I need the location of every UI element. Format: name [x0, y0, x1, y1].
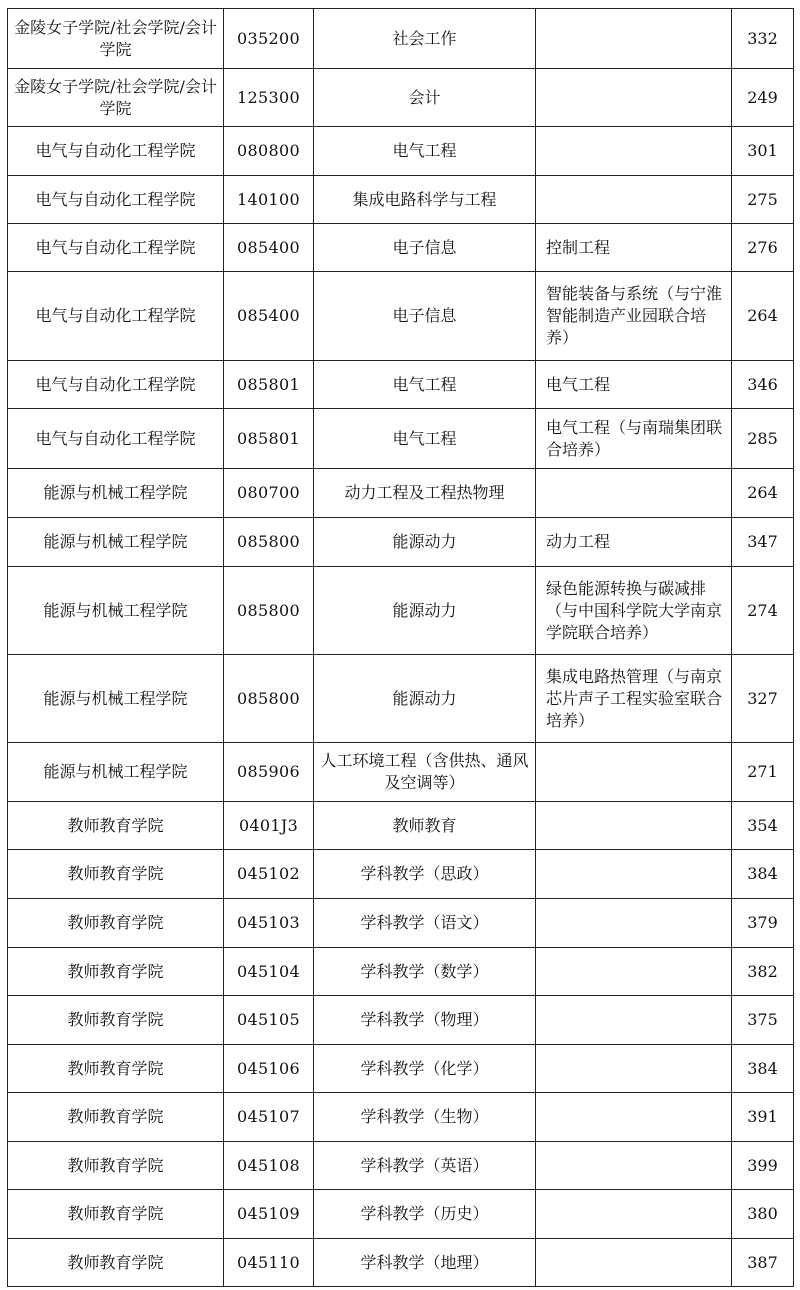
major-cell: 能源动力	[314, 567, 536, 655]
table-row	[8, 1045, 794, 1093]
code-cell: 085400	[224, 272, 314, 361]
table-row	[8, 127, 794, 176]
table-row	[8, 224, 794, 272]
table-row	[8, 567, 794, 655]
direction-cell	[536, 1239, 732, 1287]
college-cell: 教师教育学院	[8, 948, 224, 996]
college-cell: 电气与自动化工程学院	[8, 272, 224, 361]
code-cell: 045103	[224, 899, 314, 948]
college-cell: 教师教育学院	[8, 1142, 224, 1190]
college-cell: 电气与自动化工程学院	[8, 224, 224, 272]
major-cell: 学科教学（思政）	[314, 850, 536, 899]
direction-cell	[536, 69, 732, 127]
direction-cell: 电气工程（与南瑞集团联合培养）	[536, 409, 732, 469]
direction-cell: 绿色能源转换与碳减排（与中国科学院大学南京学院联合培养）	[536, 567, 732, 655]
major-cell: 学科教学（化学）	[314, 1045, 536, 1093]
table-row	[8, 272, 794, 361]
major-cell: 学科教学（地理）	[314, 1239, 536, 1287]
direction-cell	[536, 9, 732, 69]
code-cell: 080700	[224, 469, 314, 518]
college-cell: 电气与自动化工程学院	[8, 127, 224, 176]
college-cell: 电气与自动化工程学院	[8, 409, 224, 469]
college-cell: 电气与自动化工程学院	[8, 361, 224, 409]
major-cell: 能源动力	[314, 655, 536, 743]
table-row	[8, 996, 794, 1045]
direction-cell	[536, 1142, 732, 1190]
score-cell: 380	[732, 1190, 794, 1239]
direction-cell: 电气工程	[536, 361, 732, 409]
major-cell: 学科教学（数学）	[314, 948, 536, 996]
table-row	[8, 1190, 794, 1239]
direction-cell	[536, 743, 732, 802]
score-cell: 399	[732, 1142, 794, 1190]
score-cell: 285	[732, 409, 794, 469]
major-cell: 教师教育	[314, 802, 536, 850]
college-cell: 教师教育学院	[8, 802, 224, 850]
direction-cell: 智能装备与系统（与宁淮智能制造产业园联合培养）	[536, 272, 732, 361]
score-cell: 375	[732, 996, 794, 1045]
college-cell: 能源与机械工程学院	[8, 655, 224, 743]
score-cell: 347	[732, 518, 794, 567]
college-cell: 教师教育学院	[8, 1190, 224, 1239]
direction-cell	[536, 1093, 732, 1142]
direction-cell	[536, 899, 732, 948]
table-row	[8, 899, 794, 948]
college-cell: 教师教育学院	[8, 996, 224, 1045]
major-cell: 电气工程	[314, 127, 536, 176]
score-cell: 264	[732, 469, 794, 518]
direction-cell: 集成电路热管理（与南京芯片声子工程实验室联合培养）	[536, 655, 732, 743]
score-cell: 384	[732, 850, 794, 899]
score-table-wrapper	[7, 8, 794, 1287]
direction-cell	[536, 948, 732, 996]
table-row	[8, 409, 794, 469]
major-cell: 学科教学（生物）	[314, 1093, 536, 1142]
code-cell: 125300	[224, 69, 314, 127]
table-row	[8, 850, 794, 899]
college-cell: 能源与机械工程学院	[8, 567, 224, 655]
table-row	[8, 1142, 794, 1190]
score-cell: 384	[732, 1045, 794, 1093]
college-cell: 能源与机械工程学院	[8, 743, 224, 802]
score-cell: 379	[732, 899, 794, 948]
score-cell: 332	[732, 9, 794, 69]
score-cell: 274	[732, 567, 794, 655]
college-cell: 金陵女子学院/社会学院/会计学院	[8, 9, 224, 69]
table-row	[8, 518, 794, 567]
table-row	[8, 802, 794, 850]
score-cell: 382	[732, 948, 794, 996]
major-cell: 电子信息	[314, 272, 536, 361]
college-cell: 教师教育学院	[8, 899, 224, 948]
college-cell: 能源与机械工程学院	[8, 469, 224, 518]
table-row	[8, 361, 794, 409]
direction-cell	[536, 469, 732, 518]
direction-cell	[536, 996, 732, 1045]
direction-cell	[536, 850, 732, 899]
score-cell: 301	[732, 127, 794, 176]
code-cell: 085800	[224, 655, 314, 743]
code-cell: 085801	[224, 361, 314, 409]
major-cell: 学科教学（语文）	[314, 899, 536, 948]
code-cell: 045110	[224, 1239, 314, 1287]
code-cell: 045109	[224, 1190, 314, 1239]
score-cell: 271	[732, 743, 794, 802]
score-cell: 354	[732, 802, 794, 850]
college-cell: 金陵女子学院/社会学院/会计学院	[8, 69, 224, 127]
major-cell: 电气工程	[314, 361, 536, 409]
score-cell: 391	[732, 1093, 794, 1142]
table-row	[8, 655, 794, 743]
college-cell: 电气与自动化工程学院	[8, 176, 224, 224]
major-cell: 集成电路科学与工程	[314, 176, 536, 224]
code-cell: 085906	[224, 743, 314, 802]
major-cell: 能源动力	[314, 518, 536, 567]
college-cell: 教师教育学院	[8, 1045, 224, 1093]
table-row	[8, 9, 794, 69]
direction-cell	[536, 802, 732, 850]
table-row	[8, 1093, 794, 1142]
major-cell: 电气工程	[314, 409, 536, 469]
table-row	[8, 69, 794, 127]
direction-cell	[536, 1190, 732, 1239]
college-cell: 教师教育学院	[8, 1239, 224, 1287]
code-cell: 085800	[224, 567, 314, 655]
major-cell: 电子信息	[314, 224, 536, 272]
code-cell: 080800	[224, 127, 314, 176]
score-cell: 249	[732, 69, 794, 127]
score-cell: 275	[732, 176, 794, 224]
code-cell: 085800	[224, 518, 314, 567]
major-cell: 学科教学（物理）	[314, 996, 536, 1045]
table-row	[8, 948, 794, 996]
major-cell: 动力工程及工程热物理	[314, 469, 536, 518]
major-cell: 学科教学（历史）	[314, 1190, 536, 1239]
score-cell: 276	[732, 224, 794, 272]
major-cell: 会计	[314, 69, 536, 127]
college-cell: 教师教育学院	[8, 850, 224, 899]
direction-cell: 动力工程	[536, 518, 732, 567]
score-cell: 264	[732, 272, 794, 361]
score-table-body	[8, 9, 794, 1287]
code-cell: 045105	[224, 996, 314, 1045]
table-row	[8, 743, 794, 802]
code-cell: 0401J3	[224, 802, 314, 850]
major-cell: 学科教学（英语）	[314, 1142, 536, 1190]
table-row	[8, 469, 794, 518]
code-cell: 045108	[224, 1142, 314, 1190]
major-cell: 人工环境工程（含供热、通风及空调等）	[314, 743, 536, 802]
direction-cell	[536, 127, 732, 176]
score-cell: 346	[732, 361, 794, 409]
table-row	[8, 1239, 794, 1287]
college-cell: 能源与机械工程学院	[8, 518, 224, 567]
code-cell: 140100	[224, 176, 314, 224]
college-cell: 教师教育学院	[8, 1093, 224, 1142]
major-cell: 社会工作	[314, 9, 536, 69]
direction-cell: 控制工程	[536, 224, 732, 272]
code-cell: 045107	[224, 1093, 314, 1142]
score-table	[7, 8, 794, 1287]
code-cell: 085400	[224, 224, 314, 272]
code-cell: 045104	[224, 948, 314, 996]
score-cell: 387	[732, 1239, 794, 1287]
code-cell: 045102	[224, 850, 314, 899]
score-cell: 327	[732, 655, 794, 743]
code-cell: 035200	[224, 9, 314, 69]
code-cell: 045106	[224, 1045, 314, 1093]
direction-cell	[536, 176, 732, 224]
direction-cell	[536, 1045, 732, 1093]
table-row	[8, 176, 794, 224]
code-cell: 085801	[224, 409, 314, 469]
